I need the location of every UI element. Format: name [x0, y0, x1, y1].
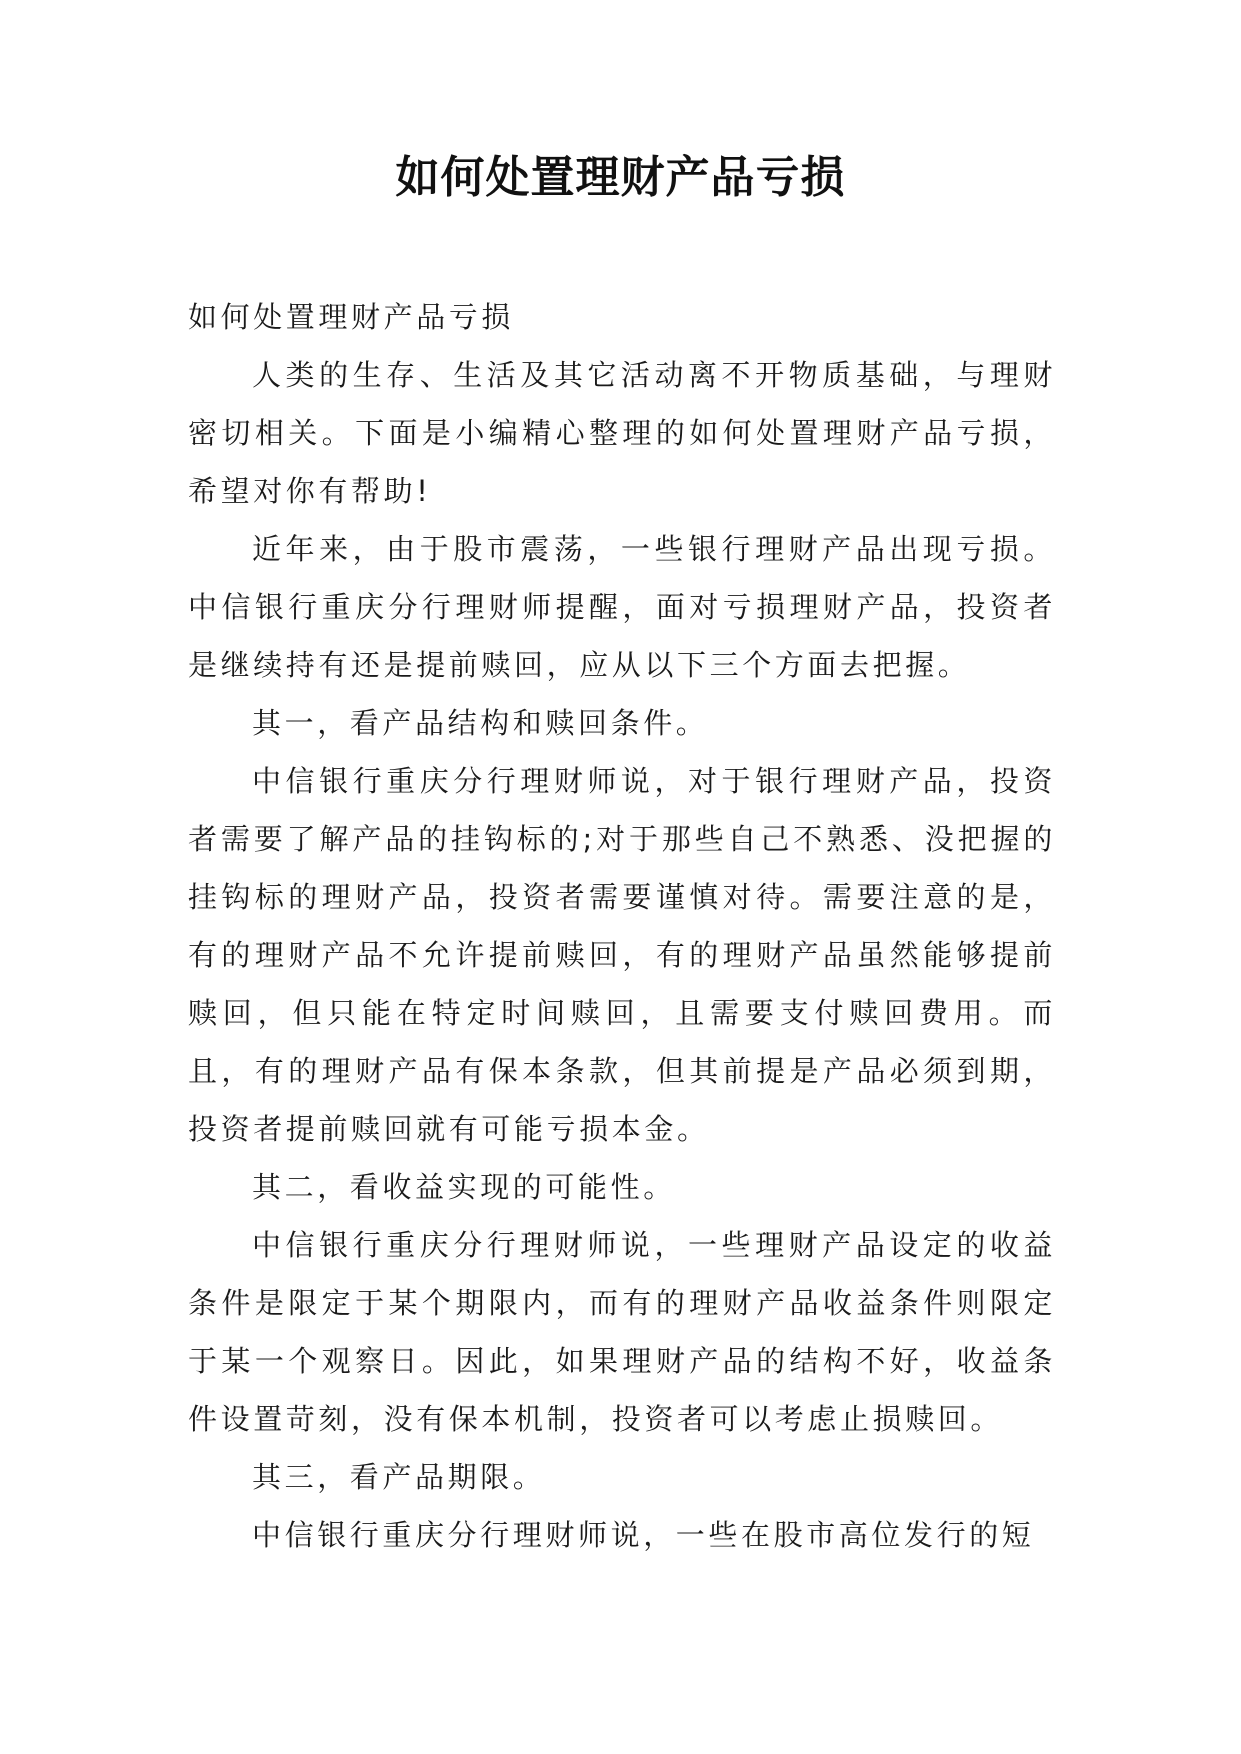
paragraph-subtitle: 如何处置理财产品亏损 — [188, 300, 515, 334]
paragraph-heading-third: 其三，看产品期限。 — [252, 1460, 546, 1494]
paragraph-background: 近年来，由于股市震荡，一些银行理财产品出现亏损。中信银行重庆分行理财师提醒，面对亏损理财产品，投资者是继续持有还是提前赎回，应从以下三个方面去把握。 — [188, 532, 1056, 682]
document-body — [188, 288, 1056, 1564]
paragraph-intro: 人类的生存、生活及其它活动离不开物质基础，与理财密切相关。下面是小编精心整理的如何处置理财产品亏损，希望对你有帮助! — [188, 358, 1056, 508]
paragraph-third-detail: 中信银行重庆分行理财师说，一些在股市高位发行的短 — [252, 1518, 1035, 1552]
document-title: 如何处置理财产品亏损 — [395, 152, 846, 203]
paragraph-heading-second: 其二，看收益实现的可能性。 — [252, 1170, 676, 1204]
paragraph-first-detail: 中信银行重庆分行理财师说，对于银行理财产品，投资者需要了解产品的挂钩标的;对于那些自己不熟悉、没把握的挂钩标的理财产品，投资者需要谨慎对待。需要注意的是，有的理财产品不允许提前赎回，有的理财产品虽然能够提前赎回，但只能在特定时间赎回，且需要支付赎回费用。而且，有的理财产品有保本条款，但其前提是产品必须到期，投资者提前赎回就有可能亏损本金。 — [188, 764, 1056, 1146]
paragraph-heading-first: 其一，看产品结构和赎回条件。 — [252, 706, 709, 740]
paragraph-second-detail: 中信银行重庆分行理财师说，一些理财产品设定的收益条件是限定于某个期限内，而有的理财产品收益条件则限定于某一个观察日。因此，如果理财产品的结构不好，收益条件设置苛刻，没有保本机制，投资者可以考虑止损赎回。 — [188, 1228, 1056, 1436]
